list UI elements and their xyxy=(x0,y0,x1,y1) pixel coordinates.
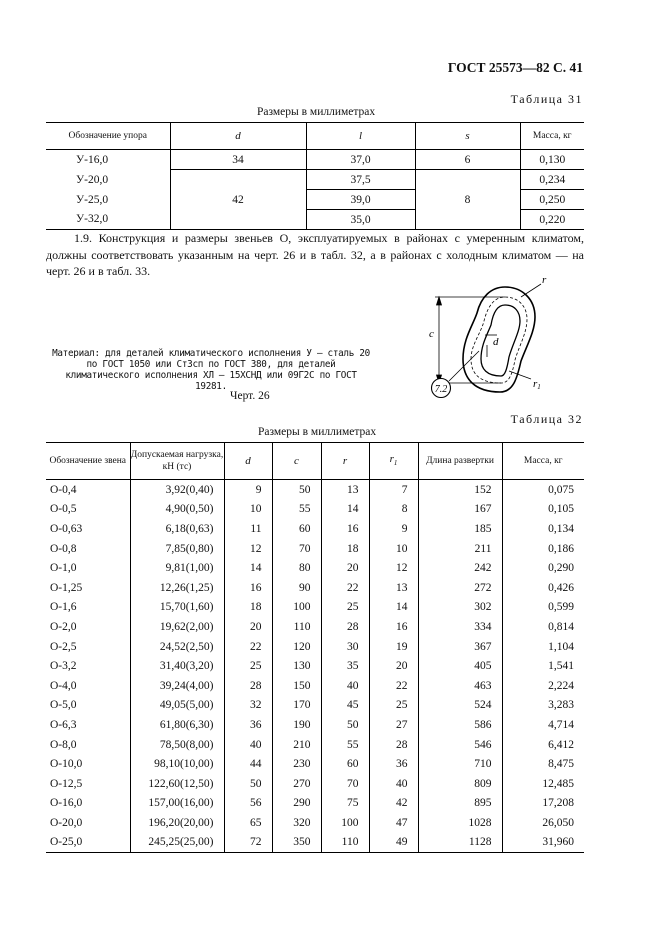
cell: 367 xyxy=(418,637,502,657)
cell: У-16,0 xyxy=(76,153,109,166)
column-header: Масса, кг xyxy=(520,123,584,150)
material-note: Материал: для деталей климатического исполнения У – сталь 20 по ГОСТ 1050 или Ст3сп по ГОСТ 380, для деталей климатического исполнения ХЛ – 15ХСНД или 09Г2С по ГОСТ 19281. xyxy=(52,348,370,392)
cell: 32 xyxy=(224,696,272,716)
section-symbol: 7.2 xyxy=(434,384,448,395)
table-31 xyxy=(46,122,584,230)
cell: 31,960 xyxy=(502,833,584,853)
drawing-caption: Черт. 26 xyxy=(230,390,270,402)
table-row xyxy=(46,813,584,833)
cell: 6,18(0,63) xyxy=(130,519,224,539)
cell: 245,25(25,00) xyxy=(130,833,224,853)
cell: 167 xyxy=(418,500,502,520)
cell: 9 xyxy=(224,480,272,500)
table-32 xyxy=(46,442,584,853)
row-designation: О-5,0 xyxy=(50,699,77,712)
cell: 35,0 xyxy=(306,210,415,230)
cell: 44 xyxy=(224,754,272,774)
cell: 19 xyxy=(369,637,418,657)
cell: 272 xyxy=(418,578,502,598)
cell: 100 xyxy=(272,598,321,618)
cell: 13 xyxy=(369,578,418,598)
cell: 100 xyxy=(321,813,369,833)
cell: 350 xyxy=(272,833,321,853)
cell: 55 xyxy=(321,735,369,755)
table-row xyxy=(46,656,584,676)
cell: 25 xyxy=(369,696,418,716)
column-header: Допускаемая нагрузка, кН (тс) xyxy=(130,443,224,480)
page-header: ГОСТ 25573—82 С. 41 xyxy=(447,60,583,75)
cell: 78,50(8,00) xyxy=(130,735,224,755)
cell: 40 xyxy=(224,735,272,755)
cell: 17,208 xyxy=(502,794,584,814)
cell: 2,224 xyxy=(502,676,584,696)
row-designation: О-1,25 xyxy=(50,581,83,594)
column-header: Длина развертки xyxy=(418,443,502,480)
cell: 1,104 xyxy=(502,637,584,657)
cell: 42 xyxy=(369,794,418,814)
cell: 20 xyxy=(224,617,272,637)
row-designation: О-1,0 xyxy=(50,562,77,575)
cell: 22 xyxy=(321,578,369,598)
row-designation: О-25,0 xyxy=(50,836,83,849)
cell: 36 xyxy=(369,754,418,774)
cell: 0,234 xyxy=(520,170,584,190)
cell: 61,80(6,30) xyxy=(130,715,224,735)
cell: 7 xyxy=(369,480,418,500)
cell: 37,5 xyxy=(306,170,415,190)
cell: 110 xyxy=(272,617,321,637)
cell: 7,85(0,80) xyxy=(130,539,224,559)
cell: 9,81(1,00) xyxy=(130,558,224,578)
cell: 120 xyxy=(272,637,321,657)
cell: 196,20(20,00) xyxy=(130,813,224,833)
cell: 65 xyxy=(224,813,272,833)
cell: 242 xyxy=(418,558,502,578)
row-designation: О-3,2 xyxy=(50,660,77,673)
table-row xyxy=(46,598,584,618)
row-designation: О-0,63 xyxy=(50,522,83,535)
table-row xyxy=(46,833,584,853)
cell: 290 xyxy=(272,794,321,814)
cell: 25 xyxy=(224,656,272,676)
cell: 320 xyxy=(272,813,321,833)
table-row xyxy=(46,150,584,170)
cell: 31,40(3,20) xyxy=(130,656,224,676)
row-designation: О-6,3 xyxy=(50,718,77,731)
cell: У-32,0 xyxy=(76,213,109,226)
cell: 18 xyxy=(321,539,369,559)
table-row xyxy=(46,774,584,794)
cell: 230 xyxy=(272,754,321,774)
paragraph-1-9: 1.9. Конструкция и размеры звеньев О, эксплуатируемых в районах с умеренным климатом, должны соответствовать указанным на черт. 26 и в табл. 32, а в районах с холодным климатом — на черт. 26 и в табл. 33. xyxy=(46,231,584,278)
cell: 170 xyxy=(272,696,321,716)
cell: 90 xyxy=(272,578,321,598)
row-designation: О-10,0 xyxy=(50,758,83,771)
cell: 4,714 xyxy=(502,715,584,735)
cell: 19,62(2,00) xyxy=(130,617,224,637)
cell: 0,290 xyxy=(502,558,584,578)
cell: 1128 xyxy=(418,833,502,853)
row-designation: О-0,8 xyxy=(50,542,77,555)
table-row xyxy=(46,519,584,539)
diameter-d-label: d xyxy=(493,336,499,348)
cell: 190 xyxy=(272,715,321,735)
column-header: Обозначение упора xyxy=(46,123,170,150)
cell: 60 xyxy=(321,754,369,774)
cell: 15,70(1,60) xyxy=(130,598,224,618)
cell: 40 xyxy=(369,774,418,794)
column-header: l xyxy=(306,123,415,150)
cell: 0,075 xyxy=(502,480,584,500)
cell: 157,00(16,00) xyxy=(130,794,224,814)
cell: 524 xyxy=(418,696,502,716)
cell: 3,92(0,40) xyxy=(130,480,224,500)
cell: 8,475 xyxy=(502,754,584,774)
row-designation: О-12,5 xyxy=(50,777,83,790)
cell: 26,050 xyxy=(502,813,584,833)
table-row xyxy=(46,735,584,755)
row-designation: О-8,0 xyxy=(50,738,77,751)
cell: 405 xyxy=(418,656,502,676)
cell: 0,426 xyxy=(502,578,584,598)
cell: 185 xyxy=(418,519,502,539)
cell: У-20,0 xyxy=(76,173,109,186)
cell: 27 xyxy=(369,715,418,735)
table-row xyxy=(46,480,584,500)
cell: 16 xyxy=(369,617,418,637)
cell: 49,05(5,00) xyxy=(130,696,224,716)
table32-caption: Таблица 32 xyxy=(510,412,583,426)
cell: 28 xyxy=(321,617,369,637)
cell: 30 xyxy=(321,637,369,657)
cell: 586 xyxy=(418,715,502,735)
column-header: $r_1$ xyxy=(369,443,418,480)
cell: 1,541 xyxy=(502,656,584,676)
cell: 40 xyxy=(321,676,369,696)
cell xyxy=(415,210,520,230)
cell: 12 xyxy=(369,558,418,578)
cell: 50 xyxy=(224,774,272,794)
cell: 809 xyxy=(418,774,502,794)
column-header: Масса, кг xyxy=(502,443,584,480)
cell: 0,599 xyxy=(502,598,584,618)
cell: 150 xyxy=(272,676,321,696)
cell: 895 xyxy=(418,794,502,814)
cell: 0,186 xyxy=(502,539,584,559)
column-header: c xyxy=(272,443,321,480)
cell: 14 xyxy=(369,598,418,618)
table-row xyxy=(46,578,584,598)
cell: 72 xyxy=(224,833,272,853)
cell: У-25,0 xyxy=(76,193,109,206)
cell: 110 xyxy=(321,833,369,853)
cell: 80 xyxy=(272,558,321,578)
cell: 10 xyxy=(369,539,418,559)
cell: 49 xyxy=(369,833,418,853)
cell: 463 xyxy=(418,676,502,696)
cell: 270 xyxy=(272,774,321,794)
table-row xyxy=(46,715,584,735)
cell: 14 xyxy=(224,558,272,578)
cell: 0,220 xyxy=(520,210,584,230)
column-header: s xyxy=(415,123,520,150)
cell: 710 xyxy=(418,754,502,774)
cell: 56 xyxy=(224,794,272,814)
table-row xyxy=(46,617,584,637)
cell: 334 xyxy=(418,617,502,637)
cell: 11 xyxy=(224,519,272,539)
cell: 25 xyxy=(321,598,369,618)
table31-units: Размеры в миллиметрах xyxy=(257,106,376,118)
cell: 20 xyxy=(321,558,369,578)
cell: 45 xyxy=(321,696,369,716)
cell: 12,485 xyxy=(502,774,584,794)
cell: 42 xyxy=(170,170,306,230)
cell: 152 xyxy=(418,480,502,500)
cell: 24,52(2,50) xyxy=(130,637,224,657)
table-row xyxy=(46,558,584,578)
cell: 55 xyxy=(272,500,321,520)
row-designation: О-20,0 xyxy=(50,816,83,829)
column-header: d xyxy=(170,123,306,150)
cell: 70 xyxy=(272,539,321,559)
cell: 50 xyxy=(321,715,369,735)
cell: 47 xyxy=(369,813,418,833)
cell: 9 xyxy=(369,519,418,539)
cell: 0,134 xyxy=(502,519,584,539)
cell: 12 xyxy=(224,539,272,559)
row-designation: О-1,6 xyxy=(50,601,77,614)
cell: 50 xyxy=(272,480,321,500)
cell: 211 xyxy=(418,539,502,559)
cell: 20 xyxy=(369,656,418,676)
row-designation: О-4,0 xyxy=(50,679,77,692)
table-row xyxy=(46,190,584,210)
cell: 0,250 xyxy=(520,190,584,210)
cell: 12,26(1,25) xyxy=(130,578,224,598)
cell: 130 xyxy=(272,656,321,676)
cell: 37,0 xyxy=(306,150,415,170)
cell: 34 xyxy=(170,150,306,170)
cell: 70 xyxy=(321,774,369,794)
cell: 6,412 xyxy=(502,735,584,755)
cell: 8 xyxy=(415,190,520,210)
table32-units: Размеры в миллиметрах xyxy=(258,426,377,438)
cell: 16 xyxy=(224,578,272,598)
radius-r1-label: r1 xyxy=(533,378,541,391)
table-row xyxy=(46,539,584,559)
cell: 18 xyxy=(224,598,272,618)
row-designation: О-16,0 xyxy=(50,797,83,810)
cell: 8 xyxy=(369,500,418,520)
cell: 28 xyxy=(224,676,272,696)
cell: 302 xyxy=(418,598,502,618)
row-designation: О-0,5 xyxy=(50,503,77,516)
cell: 10 xyxy=(224,500,272,520)
table-row xyxy=(46,637,584,657)
radius-r-label: r xyxy=(542,275,547,286)
table-row xyxy=(46,676,584,696)
table31-caption: Таблица 31 xyxy=(510,92,583,106)
cell: 4,90(0,50) xyxy=(130,500,224,520)
cell xyxy=(415,170,520,190)
cell: 1028 xyxy=(418,813,502,833)
table-row xyxy=(46,754,584,774)
cell: 22 xyxy=(369,676,418,696)
table-row xyxy=(46,170,584,190)
cell: 122,60(12,50) xyxy=(130,774,224,794)
cell: 16 xyxy=(321,519,369,539)
link-drawing xyxy=(405,275,565,400)
row-designation: О-0,4 xyxy=(50,483,77,496)
cell: 0,130 xyxy=(520,150,584,170)
cell: 39,24(4,00) xyxy=(130,676,224,696)
cell: 39,0 xyxy=(306,190,415,210)
cell: 60 xyxy=(272,519,321,539)
cell: 3,283 xyxy=(502,696,584,716)
table-row xyxy=(46,794,584,814)
cell: 22 xyxy=(224,637,272,657)
cell: 36 xyxy=(224,715,272,735)
cell: 14 xyxy=(321,500,369,520)
cell: 0,814 xyxy=(502,617,584,637)
dimension-c-label: c xyxy=(429,328,434,340)
cell: 546 xyxy=(418,735,502,755)
table-row xyxy=(46,696,584,716)
table-row xyxy=(46,500,584,520)
cell: 98,10(10,00) xyxy=(130,754,224,774)
cell: 75 xyxy=(321,794,369,814)
column-header: r xyxy=(321,443,369,480)
cell: 28 xyxy=(369,735,418,755)
cell: 6 xyxy=(415,150,520,170)
table-row xyxy=(46,210,584,230)
column-header: d xyxy=(224,443,272,480)
cell: 13 xyxy=(321,480,369,500)
cell: 35 xyxy=(321,656,369,676)
cell: 0,105 xyxy=(502,500,584,520)
row-designation: О-2,0 xyxy=(50,620,77,633)
cell: 210 xyxy=(272,735,321,755)
row-designation: О-2,5 xyxy=(50,640,77,653)
column-header: Обозначение звена xyxy=(46,443,130,480)
